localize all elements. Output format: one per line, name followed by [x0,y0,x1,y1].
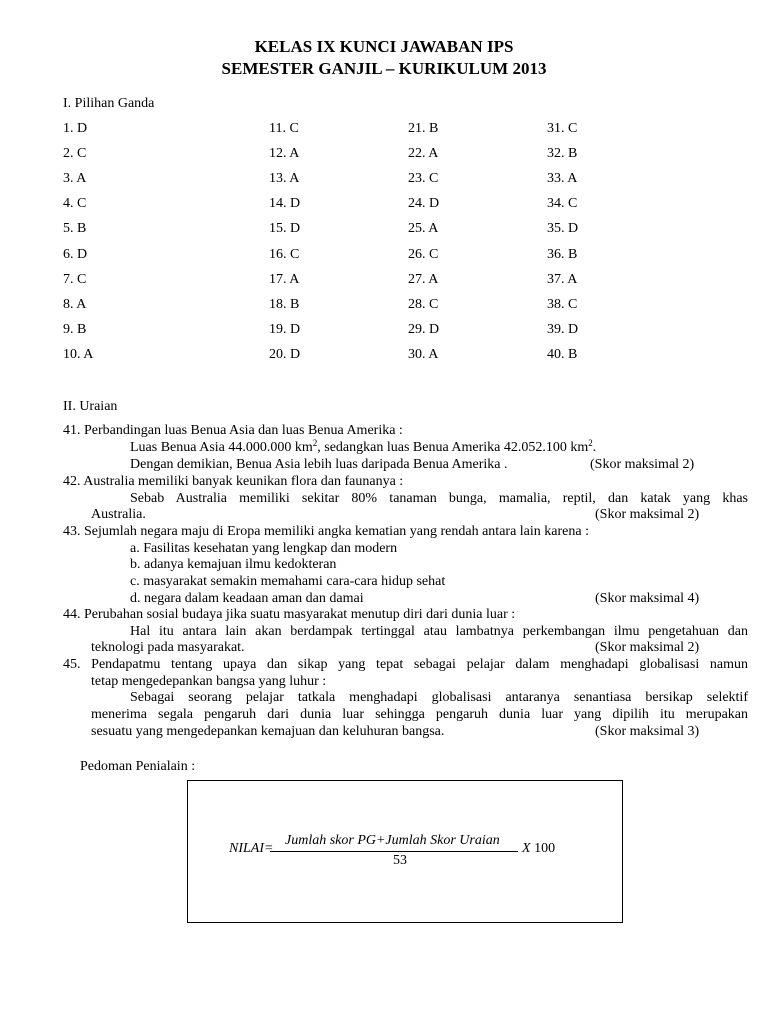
answer-21: 21. B [408,121,439,136]
essay-answer-43-item-a: a. Fasilitas kesehatan yang lengkap dan modern [130,541,398,556]
answer-28: 28. C [408,296,439,312]
answer-37: 37. A [547,271,578,287]
essay-answer-44-line1: Hal itu antara lain akan berdampak tertinggal atau lambatnya perkembangan ilmu pengetahuan dan [130,624,748,639]
answer-16: 16. C [269,246,300,262]
answer-10: 10. A [63,346,94,362]
essay-answer-41-line2: Dengan demikian, Benua Asia lebih luas daripada Benua Amerika . [130,457,508,472]
answer-23: 23. C [408,171,439,187]
answer-12: 12. A [269,146,300,162]
section-multiple-choice-heading: I. Pilihan Ganda [63,96,155,111]
answer-24: 24. D [408,196,440,212]
answer-22: 22. A [408,146,439,162]
document-title: KELAS IX KUNCI JAWABAN IPS [254,37,514,56]
essay-answer-45-line3: sesuatu yang mengedepankan kemajuan dan keluhuran bangsa. [91,724,445,739]
section-essay-heading: II. Uraian [63,399,118,414]
essay-answer-45-line1: Sebagai seorang pelajar tatkala menghadapi globalisasi antaranya senantiasa bersikap selektif [130,690,748,705]
answer-27: 27. A [408,271,439,287]
answer-2: 2. C [63,146,87,162]
score-44: (Skor maksimal 2) [595,640,700,655]
formula-denominator: 53 [393,853,407,868]
essay-question-45-line1: 45. Pendapatmu tentang upaya dan sikap yang tepat sebagai pelajar dalam menghadapi globalisasi namun [63,657,748,672]
essay-question-45-line2: tetap mengedepankan bangsa yang luhur : [91,674,327,689]
answer-30: 30. A [408,346,439,362]
score-42: (Skor maksimal 2) [595,507,700,522]
essay-answer-42-line1: Sebab Australia memiliki sekitar 80% tanaman bunga, mamalia, reptil, dan katak yang khas [130,491,748,506]
answer-15: 15. D [269,221,301,237]
essay-question-43: 43. Sejumlah negara maju di Eropa memiliki angka kematian yang rendah antara lain karena : [63,524,589,539]
answer-26: 26. C [408,246,439,262]
answer-35: 35. D [547,221,579,237]
essay-answer-43-item-b: b. adanya kemajuan ilmu kedokteran [130,557,337,572]
answer-9: 9. B [63,321,87,337]
answer-18: 18. B [269,296,300,312]
essay-question-44: 44. Perubahan sosial budaya jika suatu masyarakat menutup diri dari dunia luar : [63,607,516,622]
answer-32: 32. B [547,146,578,162]
answer-13: 13. A [269,171,300,187]
essay-answer-44-line2: teknologi pada masyarakat. [91,640,245,655]
formula-numerator: Jumlah skor PG+Jumlah Skor Uraian [285,833,500,848]
formula-multiplier: X 100 [522,841,556,856]
answer-19: 19. D [269,321,301,337]
essay-answer-41-line1: Luas Benua Asia 44.000.000 $km^2$, sedangkan luas Benua Amerika 42.052.100 $km^2$. [130,438,597,455]
essay-answer-43-item-c: c. masyarakat semakin memahami cara-cara hidup sehat [130,574,446,589]
answer-39: 39. D [547,321,579,337]
fraction-bar [270,851,518,852]
answer-20: 20. D [269,346,301,362]
answer-11: 11. C [269,121,299,136]
answer-38: 38. C [547,296,578,312]
answer-31: 31. C [547,121,578,136]
answer-14: 14. D [269,196,301,212]
essay-answer-43-item-d: d. negara dalam keadaan aman dan damai [130,591,364,606]
answer-36: 36. B [547,246,578,262]
answer-29: 29. D [408,321,440,337]
answer-3: 3. A [63,171,87,187]
answer-4: 4. C [63,196,87,212]
grading-heading: Pedoman Penialain : [80,759,196,774]
answer-1: 1. D [63,121,88,136]
answer-33: 33. A [547,171,578,187]
formula-lhs: NILAI= [229,841,274,856]
score-43: (Skor maksimal 4) [595,591,700,606]
essay-answer-42-line2: Australia. [91,507,146,522]
document-subtitle: SEMESTER GANJIL – KURIKULUM 2013 [221,59,547,78]
essay-question-41: 41. Perbandingan luas Benua Asia dan luas Benua Amerika : [63,423,403,438]
answer-6: 6. D [63,246,88,262]
answer-17: 17. A [269,271,300,287]
score-45: (Skor maksimal 3) [595,724,700,739]
answer-5: 5. B [63,221,87,237]
essay-question-42: 42. Australia memiliki banyak keunikan flora dan faunanya : [63,474,404,489]
answer-34: 34. C [547,196,578,212]
answer-8: 8. A [63,296,87,312]
answer-7: 7. C [63,271,87,287]
score-41: (Skor maksimal 2) [590,457,695,472]
answer-25: 25. A [408,221,439,237]
answer-40: 40. B [547,346,578,362]
essay-answer-45-line2: menerima segala pengaruh dari dunia luar sehingga pengaruh dunia luar yang dipilih itu merupakan [91,707,748,722]
